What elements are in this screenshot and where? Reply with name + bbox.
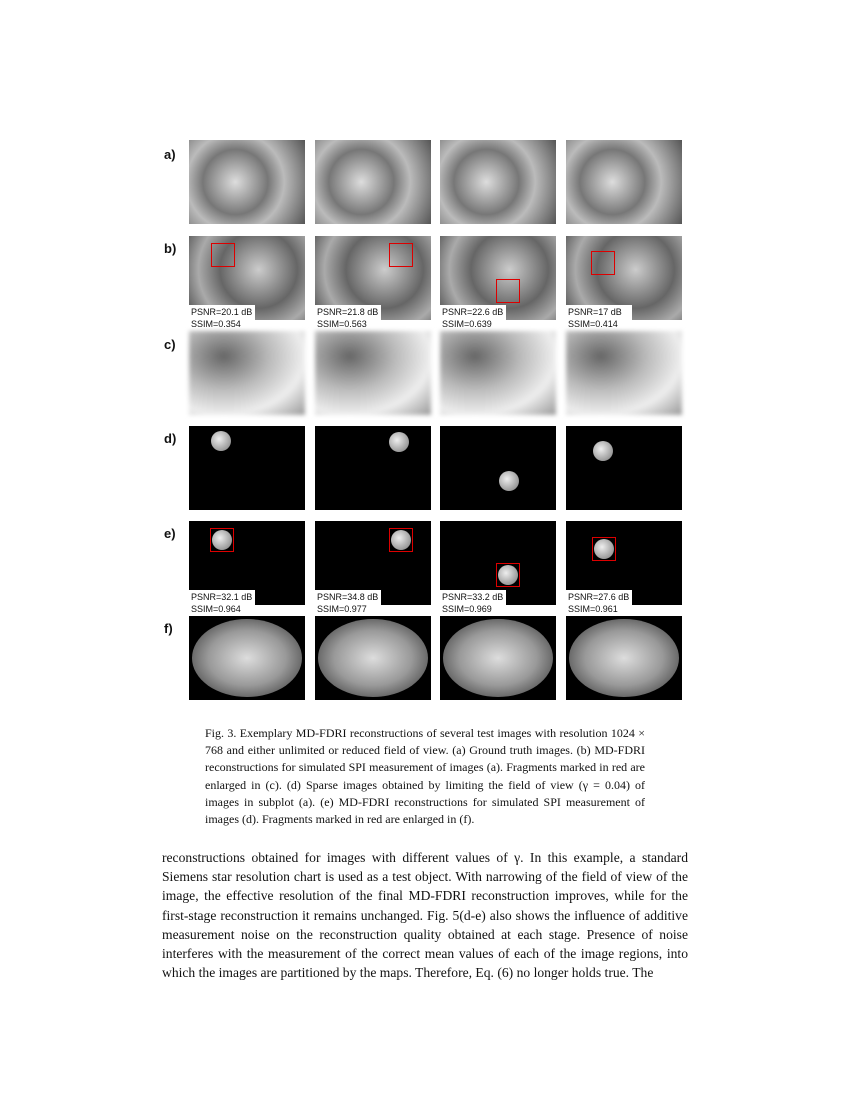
sparse-image — [189, 426, 305, 510]
metrics-label — [315, 590, 381, 616]
sparse-region — [498, 565, 518, 585]
metrics-label — [566, 590, 632, 616]
sparse-region — [594, 539, 614, 559]
red-fragment-marker — [592, 537, 616, 561]
ssim-value: SSIM=0.639 — [442, 319, 492, 329]
enlarged-sparse-fragment-image — [315, 616, 431, 700]
sparse-image — [566, 426, 682, 510]
psnr-value: PSNR=27.6 dB — [568, 592, 630, 602]
row-label-a: a) — [164, 147, 176, 162]
red-fragment-marker — [591, 251, 615, 275]
sparse-image — [440, 426, 556, 510]
enlarged-sparse-fragment-image — [189, 616, 305, 700]
metrics-label — [189, 305, 255, 331]
ssim-value: SSIM=0.354 — [191, 319, 241, 329]
enlarged-sparse-fragment-image — [566, 616, 682, 700]
sparse-region — [389, 432, 409, 452]
red-fragment-marker — [389, 528, 413, 552]
sparse-region — [211, 431, 231, 451]
enlarged-fragment-image — [189, 331, 305, 415]
ssim-value: SSIM=0.414 — [568, 319, 618, 329]
ssim-value: SSIM=0.969 — [442, 604, 492, 614]
psnr-value: PSNR=32.1 dB — [191, 592, 253, 602]
psnr-value: PSNR=21.8 dB — [317, 307, 379, 317]
row-label-e: e) — [164, 526, 176, 541]
psnr-value: PSNR=17 dB — [568, 307, 622, 317]
metrics-label — [189, 590, 255, 616]
psnr-value: PSNR=33.2 dB — [442, 592, 504, 602]
red-fragment-marker — [211, 243, 235, 267]
metrics-label — [440, 305, 506, 331]
ground-truth-image — [440, 140, 556, 224]
sparse-region — [391, 530, 411, 550]
sparse-region — [593, 441, 613, 461]
red-fragment-marker — [496, 563, 520, 587]
figure-caption: Fig. 3. Exemplary MD-FDRI reconstructions of several test images with resolution 1024 × 768 and either unlimited or reduced field of view. (a) Ground truth images. (b) MD-FDRI reconstructions for simulated SPI measurement of images (a). Fragments marked in red are enlarged in (c). (d) Sparse images obtained by limiting the field of view (γ = 0.04) of images in subplot (a). (e) MD-FDRI reconstructions for simulated SPI measurement of images (d). Fragments marked in red are enlarged in (f). — [205, 726, 645, 827]
sparse-region — [499, 471, 519, 491]
row-label-d: d) — [164, 431, 177, 446]
enlarged-sparse-fragment-image — [440, 616, 556, 700]
enlarged-fragment-image — [440, 331, 556, 415]
ssim-value: SSIM=0.964 — [191, 604, 241, 614]
sparse-image — [315, 426, 431, 510]
ssim-value: SSIM=0.563 — [317, 319, 367, 329]
metrics-label — [440, 590, 506, 616]
row-label-b: b) — [164, 241, 177, 256]
enlarged-fragment-image — [566, 331, 682, 415]
row-label-f: f) — [164, 621, 173, 636]
psnr-value: PSNR=20.1 dB — [191, 307, 253, 317]
ground-truth-image — [189, 140, 305, 224]
sparse-region — [212, 530, 232, 550]
red-fragment-marker — [210, 528, 234, 552]
row-label-c: c) — [164, 337, 176, 352]
red-fragment-marker — [389, 243, 413, 267]
body-paragraph: reconstructions obtained for images with different values of γ. In this example, a standard Siemens star resolution chart is used as a test object. With narrowing of the field of view of the image, the effective resolution of the final MD-FDRI reconstruction improves, while for the first-stage reconstruction it remains unchanged. Fig. 5(d-e) also shows the influence of additive measurement noise on the reconstruction quality obtained at each stage. Presence of noise interferes with the measurement of the correct mean values of each of the image regions, into which the images are partitioned by the maps. Therefore, Eq. (6) no longer holds true. The — [162, 850, 688, 981]
ssim-value: SSIM=0.961 — [568, 604, 618, 614]
ssim-value: SSIM=0.977 — [317, 604, 367, 614]
metrics-label — [566, 305, 632, 331]
ground-truth-image — [315, 140, 431, 224]
enlarged-fragment-image — [315, 331, 431, 415]
metrics-label — [315, 305, 381, 331]
psnr-value: PSNR=22.6 dB — [442, 307, 504, 317]
red-fragment-marker — [496, 279, 520, 303]
psnr-value: PSNR=34.8 dB — [317, 592, 379, 602]
ground-truth-image — [566, 140, 682, 224]
